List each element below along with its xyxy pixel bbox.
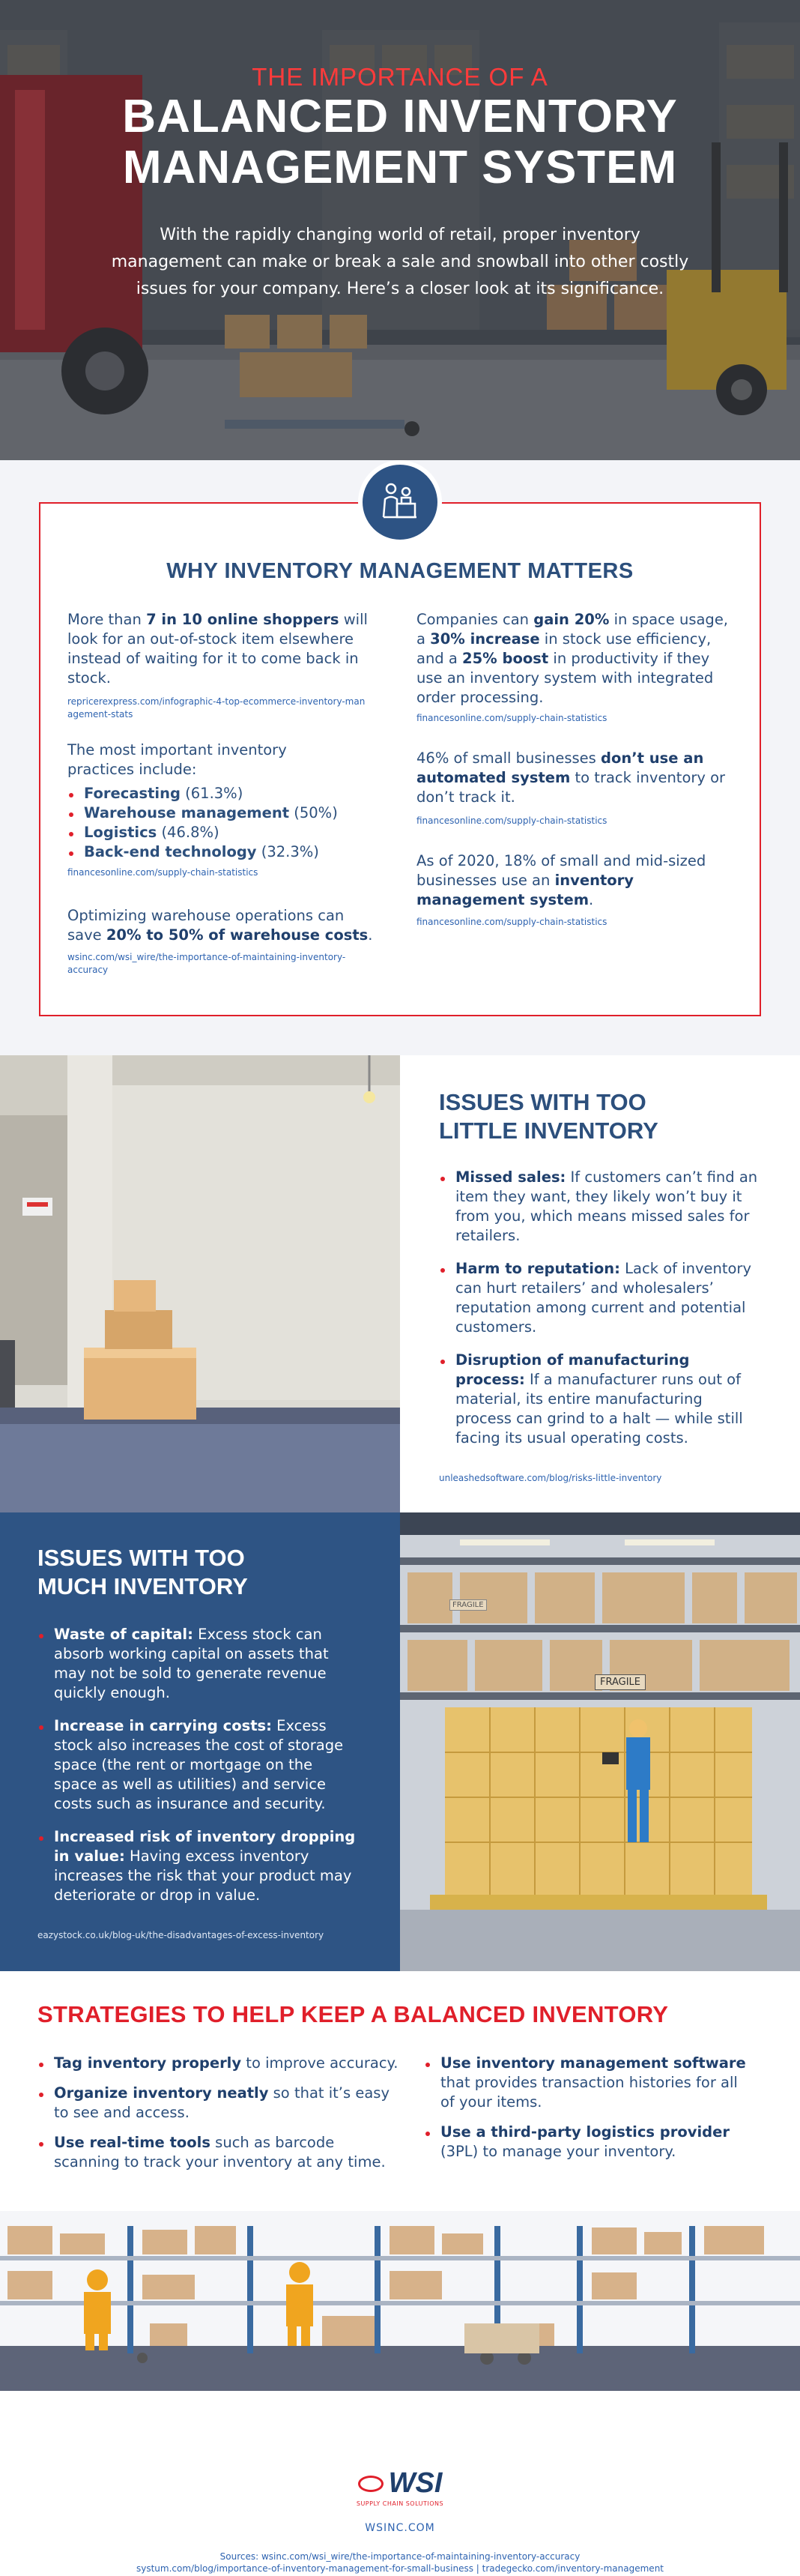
- people-with-boxes-icon: [358, 460, 442, 544]
- list-item: Increased risk of inventory dropping in value: Having excess inventory increases the risk that your product may deteriorate or drop in value.: [37, 1827, 360, 1905]
- list-item: Harm to reputation: Lack of inventory can hurt retailers’ and wholesalers’ reputation among current and potential customers.: [439, 1259, 761, 1337]
- list-item: Tag inventory properly to improve accuracy.: [37, 2054, 404, 2073]
- why-right-column: [416, 610, 731, 929]
- practices-intro: The most important inventory practices include:: [67, 741, 287, 778]
- list-item: Use inventory management software that provides transaction histories for all of your items.: [424, 2054, 754, 2112]
- list-item: Use real-time tools such as barcode scanning to track your inventory at any time.: [37, 2133, 404, 2172]
- wsi-logo-mark: [358, 2476, 384, 2492]
- list-item: Use a third-party logistics provider (3PL) to manage your inventory.: [424, 2123, 754, 2162]
- stat-small-businesses: 46% of small businesses don’t use an automated system to track inventory or don’t track it.: [416, 749, 726, 806]
- source-link[interactable]: repricerexpress.com/infographic-4-top-ecommerce-inventory-management-stats: [67, 696, 366, 720]
- too-little-list: [439, 1168, 761, 1448]
- hero-section: [0, 0, 800, 460]
- list-item: Warehouse management (50%): [67, 803, 382, 823]
- too-much-list: [37, 1625, 360, 1905]
- list-item: Missed sales: If customers can’t find an item they want, they likely won’t buy it from you, which means missed sales for retailers.: [439, 1168, 761, 1246]
- source-link[interactable]: eazystock.co.uk/blog-uk/the-disadvantages-of-excess-inventory: [37, 1930, 324, 1940]
- hero-title-line1: BALANCED INVENTORY: [122, 91, 678, 142]
- source-link[interactable]: financesonline.com/supply-chain-statistics: [416, 713, 607, 723]
- list-item: Waste of capital: Excess stock can absorb working capital on assets that may not be sold to generate revenue quickly enough.: [37, 1625, 360, 1703]
- too-little-title-line2: LITTLE INVENTORY: [439, 1117, 658, 1144]
- why-title: WHY INVENTORY MANAGEMENT MATTERS: [166, 559, 634, 583]
- footer-section: [0, 2451, 800, 2576]
- full-warehouse-illustration: [400, 1512, 800, 1971]
- too-much-title-line2: MUCH INVENTORY: [37, 1573, 248, 1599]
- strategies-title: STRATEGIES TO HELP KEEP A BALANCED INVENTORY: [37, 2001, 669, 2027]
- warehouse-workers-illustration: [0, 2211, 800, 2391]
- too-much-section: [0, 1512, 800, 1971]
- fragile-label: FRAGILE: [595, 1674, 646, 1690]
- stat-space-usage: Companies can gain 20% in space usage, a 30% increase in stock use efficiency, and a 25% boost in productivity if they use an inventory system with integrated order processing.: [416, 611, 729, 706]
- stat-ims-usage: As of 2020, 18% of small and mid-sized businesses use an inventory management system.: [416, 852, 706, 908]
- too-little-title: [439, 1088, 658, 1145]
- too-much-title-line1: ISSUES WITH TOO: [37, 1545, 245, 1571]
- hero-title-line2: MANAGEMENT SYSTEM: [122, 142, 678, 193]
- list-item: Back-end technology (32.3%): [67, 842, 382, 862]
- too-much-title: [37, 1544, 248, 1601]
- hero-kicker: THE IMPORTANCE OF A: [252, 63, 548, 91]
- stat-warehouse-costs: Optimizing warehouse operations can save 20% to 50% of warehouse costs.: [67, 907, 373, 944]
- empty-warehouse-illustration: [0, 1055, 400, 1512]
- list-item: Logistics (46.8%): [67, 823, 382, 842]
- source-link[interactable]: wsinc.com/wsi_wire/the-importance-of-maintaining-inventory-accuracy: [67, 952, 346, 975]
- list-item: Forecasting (61.3%): [67, 784, 382, 803]
- footer-sources-line1: Sources: wsinc.com/wsi_wire/the-importance-of-maintaining-inventory-accuracy: [219, 2551, 581, 2562]
- strategies-left-list: [37, 2054, 404, 2172]
- fragile-label: FRAGILE: [449, 1599, 487, 1611]
- source-link[interactable]: unleashedsoftware.com/blog/risks-little-inventory: [439, 1473, 662, 1483]
- practices-list: [67, 784, 382, 862]
- too-little-section: [0, 1055, 800, 1512]
- footer-url[interactable]: WSINC.COM: [365, 2522, 435, 2534]
- why-left-column: [67, 610, 382, 977]
- list-item: Increase in carrying costs: Excess stock also increases the cost of storage space (the rent or mortgage on the space as well as utilities) and service costs such as insurance and security.: [37, 1716, 360, 1814]
- hero-intro: With the rapidly changing world of retail, proper inventory management can make or break a sale and snowball into other costly issues for your company. Here’s a closer look at its significance.: [111, 226, 689, 298]
- source-link[interactable]: financesonline.com/supply-chain-statistics: [416, 815, 607, 826]
- logo-tagline: SUPPLY CHAIN SOLUTIONS: [356, 2500, 444, 2507]
- wsi-logo-text: WSI: [388, 2467, 443, 2499]
- source-link[interactable]: financesonline.com/supply-chain-statistics: [416, 917, 607, 927]
- stat-online-shoppers: More than 7 in 10 online shoppers will look for an out-of-stock item elsewhere instead of waiting for it to come back in stock.: [67, 611, 368, 687]
- source-link[interactable]: financesonline.com/supply-chain-statistics: [67, 867, 258, 878]
- list-item: Organize inventory neatly so that it’s easy to see and access.: [37, 2084, 404, 2123]
- list-item: Disruption of manufacturing process: If a manufacturer runs out of material, its entire manufacturing process can grind to a halt — while still facing its usual operating costs.: [439, 1351, 761, 1448]
- why-section: [0, 460, 800, 1055]
- strategies-right-list: [424, 2054, 754, 2162]
- footer-sources-line2: systum.com/blog/importance-of-inventory-management-for-small-business | tradegecko.com/inventory-management: [136, 2563, 664, 2574]
- wsi-logo: [0, 2467, 800, 2500]
- too-little-title-line1: ISSUES WITH TOO: [439, 1089, 646, 1115]
